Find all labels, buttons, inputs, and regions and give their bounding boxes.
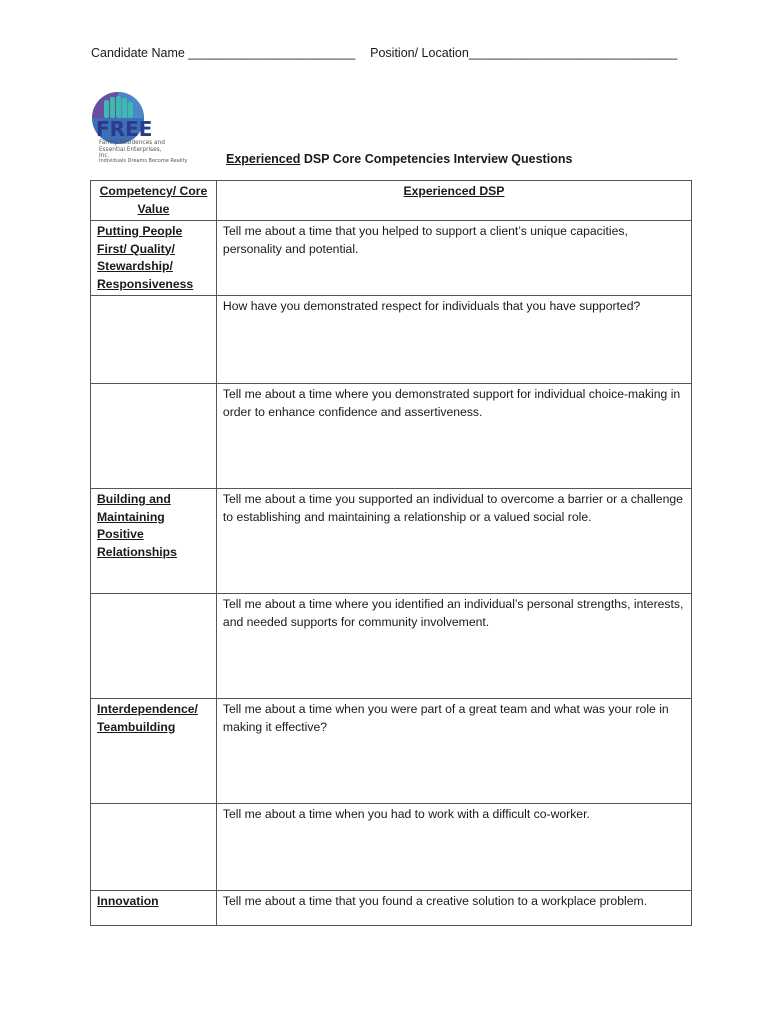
competency-cell [91, 384, 217, 489]
table-row [91, 384, 692, 489]
candidate-name-blank[interactable]: ________________________ [188, 46, 356, 60]
table-row [91, 804, 692, 891]
candidate-name-label: Candidate Name [91, 46, 185, 60]
candidate-header [91, 46, 677, 60]
table-row [91, 594, 692, 699]
position-location-label: Position/ Location [370, 46, 469, 60]
table-row [91, 296, 692, 384]
competency-cell [91, 804, 217, 891]
document-title-underlined: Experienced [226, 152, 301, 166]
question-cell: Tell me about a time where you identified an individual’s personal strengths, interests, and needed supports for community involvement. [216, 594, 691, 699]
column-header-competency: Competency/ Core Value [91, 181, 217, 221]
table-row [91, 699, 692, 804]
table-header-row [91, 181, 692, 221]
logo-company-line-2: Essential Enterprises, Inc. [99, 146, 162, 160]
question-cell: Tell me about a time that you found a creative solution to a workplace problem. [216, 891, 691, 926]
competency-cell: Innovation [91, 891, 217, 926]
position-location-blank[interactable]: ______________________________ [468, 46, 678, 60]
question-cell: Tell me about a time when you were part of a great team and what was your role in making it effective? [216, 699, 691, 804]
document-title-rest: DSP Core Competencies Interview Questions [300, 152, 573, 166]
question-cell: How have you demonstrated respect for individuals that you have supported? [216, 296, 691, 384]
question-cell: Tell me about a time when you had to work with a difficult co-worker. [216, 804, 691, 891]
logo-company-name [99, 140, 171, 160]
competency-cell: Interdependence/ Teambuilding [91, 699, 217, 804]
competency-table [90, 180, 692, 926]
table-row [91, 489, 692, 594]
logo-wordmark: FREE [96, 117, 153, 141]
competency-cell [91, 296, 217, 384]
table-row [91, 891, 692, 926]
question-cell: Tell me about a time that you helped to support a client’s unique capacities, personality and potential. [216, 221, 691, 296]
logo-tagline: Individuals Dreams Become Reality [99, 158, 188, 164]
document-title [226, 152, 572, 166]
column-header-experienced-dsp: Experienced DSP [216, 181, 691, 221]
question-cell: Tell me about a time you supported an individual to overcome a barrier or a challenge to establishing and maintaining a relationship or a valued social role. [216, 489, 691, 594]
competency-cell: Putting People First/ Quality/ Stewardship/ Responsiveness [91, 221, 217, 296]
table-row [91, 221, 692, 296]
competency-cell [91, 594, 217, 699]
question-cell: Tell me about a time where you demonstrated support for individual choice-making in order to enhance confidence and assertiveness. [216, 384, 691, 489]
competency-cell: Building and Maintaining Positive Relationships [91, 489, 217, 594]
logo-company-line-1: Family Residences and [99, 140, 165, 146]
